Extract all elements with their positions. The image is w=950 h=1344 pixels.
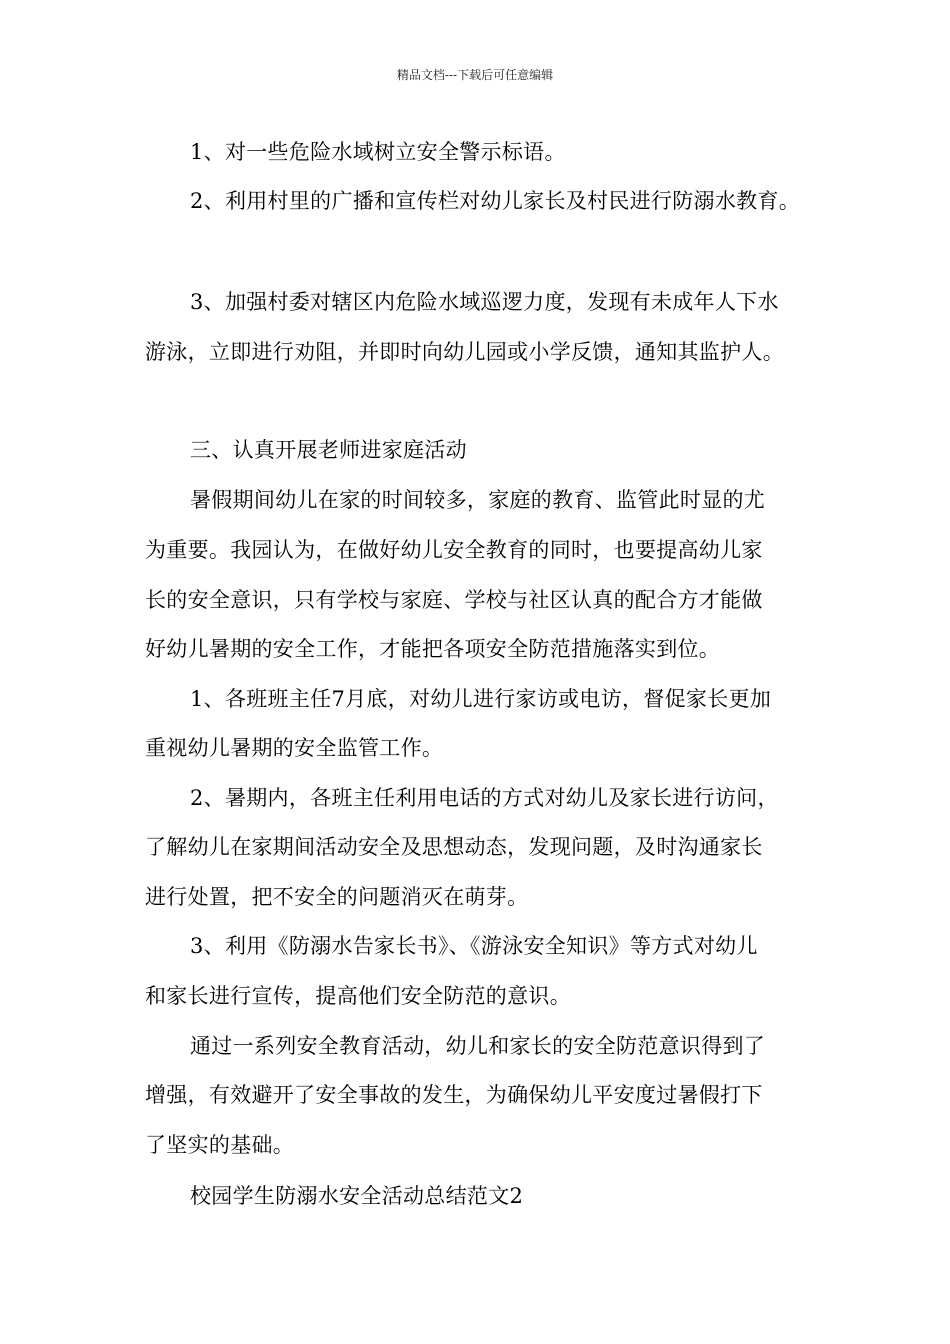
text-line: 1、对一些危险水域树立安全警示标语。 bbox=[190, 140, 566, 164]
section-heading: 校园学生防溺水安全活动总结范文2 bbox=[190, 1184, 524, 1208]
text-line: 3、加强村委对辖区内危险水域巡逻力度，发现有未成年人下水 bbox=[190, 290, 779, 314]
text-line: 了解幼儿在家期间活动安全及思想动态，发现问题，及时沟通家长 bbox=[145, 835, 763, 859]
page-header: 精品文档---下载后可任意编辑 bbox=[396, 68, 554, 82]
text-line: 了坚实的基础。 bbox=[145, 1133, 295, 1157]
text-line: 好幼儿暑期的安全工作，才能把各项安全防范措施落实到位。 bbox=[145, 637, 721, 661]
text-line: 增强，有效避开了安全事故的发生，为确保幼儿平安度过暑假打下 bbox=[145, 1083, 763, 1107]
text-line: 为重要。我园认为，在做好幼儿安全教育的同时，也要提高幼儿家 bbox=[145, 538, 763, 562]
text-line: 进行处置，把不安全的问题消灭在萌芽。 bbox=[145, 885, 529, 909]
text-line: 暑假期间幼儿在家的时间较多，家庭的教育、监管此时显的尤 bbox=[190, 488, 766, 512]
text-line: 和家长进行宣传，提高他们安全防范的意识。 bbox=[145, 984, 571, 1008]
text-line: 2、暑期内，各班主任利用电话的方式对幼儿及家长进行访问， bbox=[190, 786, 779, 810]
section-heading: 三、认真开展老师进家庭活动 bbox=[190, 438, 467, 462]
text-line: 2、利用村里的广播和宣传栏对幼儿家长及村民进行防溺水教育。 bbox=[190, 189, 801, 213]
text-line: 游泳，立即进行劝阻，并即时向幼儿园或小学反馈，通知其监护人。 bbox=[145, 340, 784, 364]
text-line: 重视幼儿暑期的安全监管工作。 bbox=[145, 736, 444, 760]
text-line: 3、利用《防溺水告家长书》、《游泳安全知识》等方式对幼儿 bbox=[190, 934, 758, 958]
text-line: 通过一系列安全教育活动，幼儿和家长的安全防范意识得到了 bbox=[190, 1034, 766, 1058]
text-line: 长的安全意识，只有学校与家庭、学校与社区认真的配合方才能做 bbox=[145, 588, 763, 612]
text-line: 1、各班班主任7月底，对幼儿进行家访或电访，督促家长更加 bbox=[190, 687, 772, 711]
